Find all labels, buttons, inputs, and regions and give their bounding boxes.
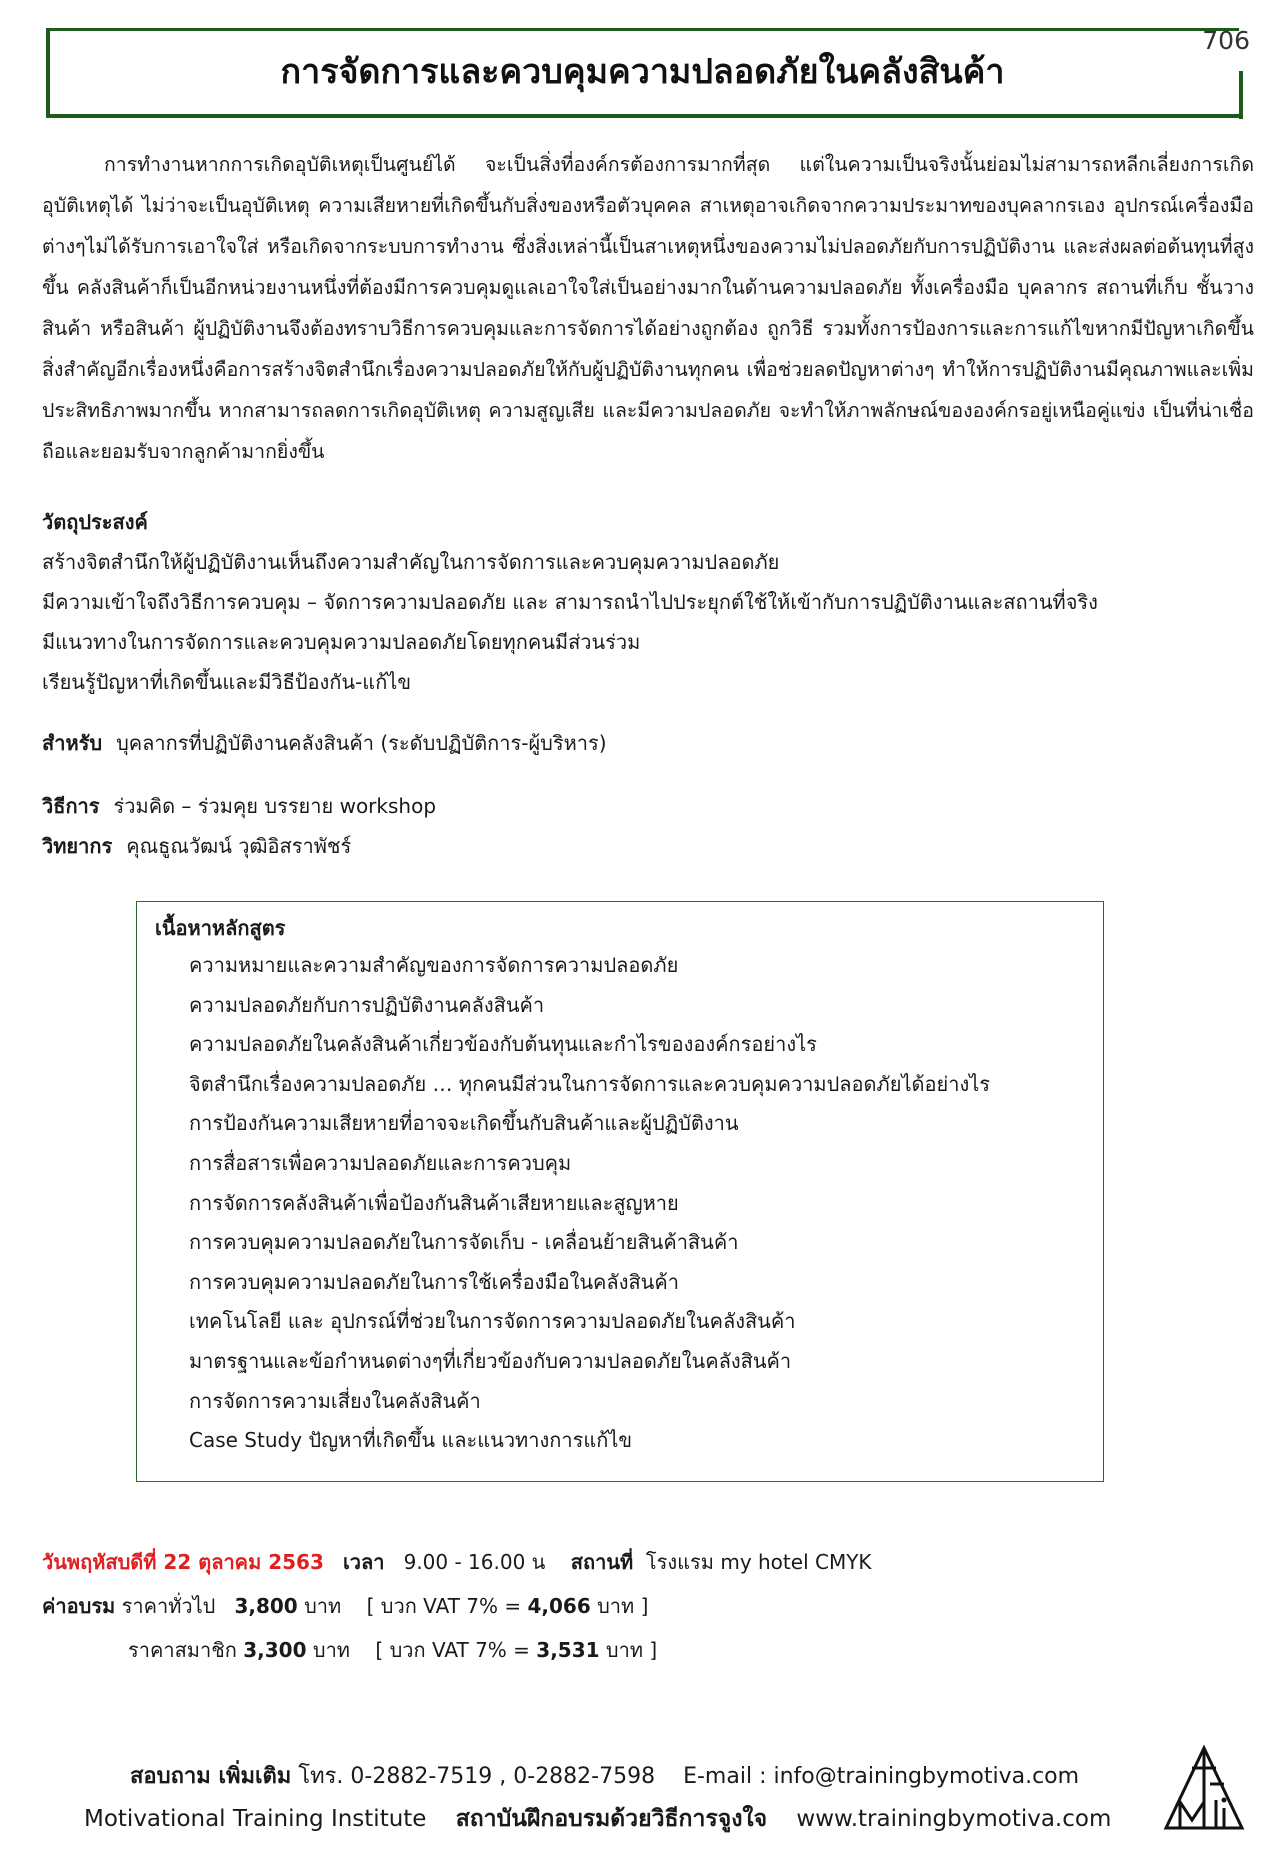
audience-line bbox=[42, 727, 607, 759]
time-label: เวลา bbox=[342, 1550, 385, 1574]
objectives-section bbox=[42, 502, 1098, 702]
venue-value: โรงแรม my hotel CMYK bbox=[645, 1550, 872, 1574]
fee-line-general bbox=[42, 1584, 872, 1628]
method-line bbox=[42, 790, 436, 822]
baht-unit: บาท bbox=[312, 1638, 350, 1662]
schedule-line bbox=[42, 1540, 872, 1584]
time-value: 9.00 - 16.00 น bbox=[403, 1550, 546, 1574]
method-value: ร่วมคิด – ร่วมคุย บรรยาย workshop bbox=[113, 794, 437, 818]
general-price: 3,800 bbox=[234, 1594, 298, 1618]
close-text: บาท ] bbox=[605, 1638, 658, 1662]
phone-label: โทร. bbox=[298, 1764, 344, 1789]
general-price-label: ราคาทั่วไป bbox=[121, 1594, 216, 1618]
schedule-section bbox=[42, 1540, 872, 1672]
speaker-line bbox=[42, 830, 351, 862]
course-item: ความปลอดภัยกับการปฏิบัติงานคลังสินค้า bbox=[189, 992, 545, 1017]
event-date: วันพฤหัสบดีที่ 22 ตุลาคม 2563 bbox=[42, 1550, 324, 1574]
course-item: การควบคุมความปลอดภัยในการจัดเก็บ - เคลื่อนย้ายสินค้าสินค้า bbox=[189, 1230, 739, 1255]
course-item: เทคโนโลยี และ อุปกรณ์ที่ช่วยในการจัดการความปลอดภัยในคลังสินค้า bbox=[189, 1309, 796, 1334]
member-total: 3,531 bbox=[536, 1638, 600, 1662]
footer-brand bbox=[84, 1801, 1111, 1837]
course-item: การควบคุมความปลอดภัยในการใช้เครื่องมือในคลังสินค้า bbox=[189, 1269, 679, 1294]
email-link[interactable]: info@trainingbymotiva.com bbox=[773, 1764, 1080, 1789]
institute-th: สถาบันฝึกอบรมด้วยวิธีการจูงใจ bbox=[455, 1806, 768, 1832]
objective-item: มีความเข้าใจถึงวิธีการควบคุม – จัดการความปลอดภัย และ สามารถนำไปประยุกต์ใช้ให้เข้ากับการปฏิบัติงานและสถานที่จริง bbox=[42, 590, 1098, 614]
course-content-box bbox=[136, 901, 1104, 1482]
baht-unit: บาท bbox=[304, 1594, 342, 1618]
course-item: Case Study ปัญหาที่เกิดขึ้น และแนวทางการแก้ไข bbox=[189, 1428, 633, 1453]
audience-label: สำหรับ bbox=[42, 731, 103, 755]
audience-value: บุคลากรที่ปฏิบัติงานคลังสินค้า (ระดับปฏิบัติการ-ผู้บริหาร) bbox=[116, 731, 607, 755]
course-heading: เนื้อหาหลักสูตร bbox=[155, 916, 286, 940]
general-total: 4,066 bbox=[527, 1594, 591, 1618]
member-price: 3,300 bbox=[243, 1638, 307, 1662]
page-number: 706 bbox=[1202, 26, 1250, 55]
phone-numbers: 0-2882-7519 , 0-2882-7598 bbox=[350, 1764, 656, 1789]
member-price-label: ราคาสมาชิก bbox=[128, 1638, 237, 1662]
website-link[interactable]: www.trainingbymotiva.com bbox=[796, 1806, 1112, 1832]
venue-label: สถานที่ bbox=[570, 1550, 634, 1574]
course-item: ความปลอดภัยในคลังสินค้าเกี่ยวข้องกับต้นทุนและกำไรขององค์กรอย่างไร bbox=[189, 1032, 817, 1057]
fee-label: ค่าอบรม bbox=[42, 1594, 116, 1618]
fee-line-member bbox=[42, 1628, 872, 1672]
objective-item: สร้างจิตสำนึกให้ผู้ปฏิบัติงานเห็นถึงความสำคัญในการจัดการและควบคุมความปลอดภัย bbox=[42, 550, 780, 574]
footer-contact bbox=[130, 1758, 1079, 1793]
objective-item: เรียนรู้ปัญหาที่เกิดขึ้นและมีวิธีป้องกัน-แก้ไข bbox=[42, 670, 412, 694]
vat-text: [ บวก VAT 7% = bbox=[366, 1594, 522, 1618]
course-item: ความหมายและความสำคัญของการจัดการความปลอดภัย bbox=[189, 953, 679, 977]
close-text: บาท ] bbox=[597, 1594, 649, 1618]
vat-text: [ บวก VAT 7% = bbox=[375, 1638, 530, 1662]
course-item: การจัดการคลังสินค้าเพื่อป้องกันสินค้าเสียหายและสูญหาย bbox=[189, 1190, 679, 1215]
intro-paragraph: การทำงานหากการเกิดอุบัติเหตุเป็นศูนย์ได้ จะเป็นสิ่งที่องค์กรต้องการมากที่สุด แต่ในความเป็นจริงนั้นย่อมไม่สามารถหลีกเลี่ยงการเกิดอุบัติเหตุได้ ไม่ว่าจะเป็นอุบัติเหตุ ความเสียหายที่เกิดขึ้นกับสิ่งของหรือตัวบุคคล สาเหตุอาจเกิดจากความประมาทของบุคลากรเอง อุปกรณ์เครื่องมือต่างๆไม่ได้รับการเอาใจใส่ หรือเกิดจากระบบการทำงาน ซึ่งสิ่งเหล่านี้เป็นสาเหตุหนึ่งของความไม่ปลอดภัยกับการปฏิบัติงาน และส่งผลต่อต้นทุนที่สูงขึ้น คลังสินค้าก็เป็นอีกหน่วยงานหนึ่งที่ต้องมีการควบคุมดูแลเอาใจใส่เป็นอย่างมากในด้านความปลอดภัย ทั้งเครื่องมือ บุคลากร สถานที่เก็บ ชั้นวางสินค้า หรือสินค้า ผู้ปฏิบัติงานจึงต้องทราบวิธีการควบคุมและการจัดการได้อย่างถูกต้อง ถูกวิธี รวมทั้งการป้องการและการแก้ไขหากมีปัญหาเกิดขึ้น สิ่งสำคัญอีกเรื่องหนึ่งคือการสร้างจิตสำนึกเรื่องความปลอดภัยให้กับผู้ปฏิบัติงานทุกคน เพื่อช่วยลดปัญหาต่างๆ ทำให้การปฏิบัติงานมีคุณภาพและเพิ่มประสิทธิภาพมากขึ้น หากสามารถลดการเกิดอุบัติเหตุ ความสูญเสีย และมีความปลอดภัย จะทำให้ภาพลักษณ์ขององค์กรอยู่เหนือคู่แข่ง เป็นที่น่าเชื่อถือและยอมรับจากลูกค้ามากยิ่งขึ้น bbox=[42, 153, 1254, 463]
objectives-heading: วัตถุประสงค์ bbox=[42, 510, 148, 534]
page-title: การจัดการและควบคุมความปลอดภัยในคลังสินค้า bbox=[280, 52, 1005, 92]
speaker-value: คุณธูณวัฒน์ วุฒิอิสราพัชร์ bbox=[126, 834, 352, 858]
speaker-label: วิทยากร bbox=[42, 834, 113, 858]
mti-logo-icon bbox=[1162, 1744, 1246, 1832]
method-label: วิธีการ bbox=[42, 794, 100, 818]
email-label: E-mail : bbox=[683, 1764, 767, 1789]
objective-item: มีแนวทางในการจัดการและควบคุมความปลอดภัยโดยทุกคนมีส่วนร่วม bbox=[42, 630, 641, 654]
course-item: การป้องกันความเสียหายที่อาจจะเกิดขึ้นกับสินค้าและผู้ปฏิบัติงาน bbox=[189, 1111, 739, 1136]
institute-en: Motivational Training Institute bbox=[84, 1806, 427, 1832]
course-item: จิตสำนึกเรื่องความปลอดภัย … ทุกคนมีส่วนในการจัดการและควบคุมความปลอดภัยได้อย่างไร bbox=[189, 1071, 991, 1096]
course-item: มาตรฐานและข้อกำหนดต่างๆที่เกี่ยวข้องกับความปลอดภัยในคลังสินค้า bbox=[189, 1348, 792, 1373]
course-item: การสื่อสารเพื่อความปลอดภัยและการควบคุม bbox=[189, 1150, 572, 1175]
course-item: การจัดการความเสี่ยงในคลังสินค้า bbox=[189, 1388, 481, 1413]
contact-label: สอบถาม เพิ่มเติม bbox=[130, 1764, 292, 1789]
